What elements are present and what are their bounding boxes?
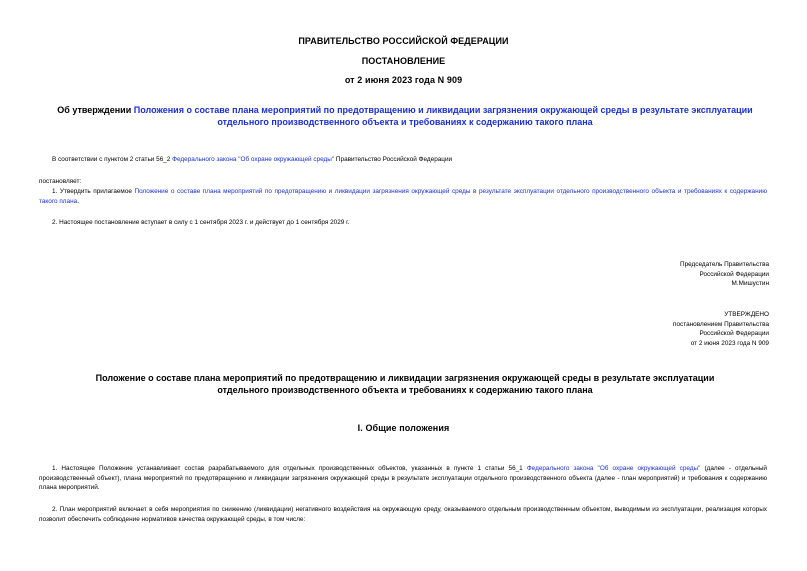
preamble-paragraph bbox=[52, 155, 772, 165]
approval-heading: УТВЕРЖДЕНО bbox=[724, 311, 769, 318]
regulation-title: Положение о составе плана мероприятий по предотвращению и ликвидации загрязнения окружающей среды в результате эксплуатации отдельного производственного объекта и требованиях к содержанию такого плана bbox=[95, 373, 715, 395]
regulation-link[interactable]: Положение о составе плана мероприятий по предотвращению и ликвидации загрязнения окружающей среды в результате эксплуатации отдельного производственного объекта и требованиях к содержанию такого плана bbox=[39, 188, 767, 205]
paragraph-2 bbox=[39, 505, 767, 524]
item-1-paragraph bbox=[39, 187, 767, 206]
regulation-title-link[interactable]: Положения о составе плана мероприятий по предотвращению и ликвидации загрязнения окружающей среды в результате эксплуатации отдельного производственного объекта и требованиях к содержанию такого плана bbox=[133, 105, 753, 127]
signature-position: Председатель Правительства bbox=[680, 261, 769, 268]
environmental-law-link[interactable]: Федерального закона "Об охране окружающей среды" bbox=[172, 156, 335, 163]
signature-country: Российской Федерации bbox=[699, 270, 769, 278]
document-type-heading: ПОСТАНОВЛЕНИЕ bbox=[361, 56, 446, 66]
paragraph-1-text-before: 1. Настоящее Положение устанавливает состав разрабатываемого для отдельных производственных объектов, указанных в пункте 1 статьи 56_1 bbox=[52, 465, 527, 472]
decree-title-prefix: Об утверждении bbox=[57, 105, 134, 115]
paragraph-1-text-after: (далее - отдельный производственный объект), плана мероприятий по предотвращению и ликвидации загрязнения окружающей среды в результате эксплуатации отдельного производственного объекта (далее - план мероприятий) и требования к содержанию плана мероприятий. bbox=[39, 465, 767, 492]
environmental-law-link-2[interactable]: Федерального закона "Об охране окружающей среды" bbox=[526, 465, 701, 472]
preamble-text-after: Правительство Российской Федерации bbox=[334, 156, 453, 163]
decrees-label: постановляет: bbox=[39, 178, 82, 185]
approval-date: от 2 июня 2023 года N 909 bbox=[690, 339, 769, 347]
paragraph-1 bbox=[39, 464, 767, 493]
preamble-text-before: В соответствии с пунктом 2 статьи 56_2 bbox=[52, 156, 173, 163]
item-1-text-after: . bbox=[77, 197, 79, 205]
item-1-text-before: 1. Утвердить прилагаемое bbox=[52, 188, 135, 195]
document-date: от 2 июня 2023 года N 909 bbox=[344, 75, 463, 85]
approval-country: Российской Федерации bbox=[699, 330, 769, 338]
section-1-title: I. Общие положения bbox=[357, 423, 450, 433]
signature-block bbox=[500, 260, 769, 289]
approval-block bbox=[500, 310, 769, 348]
paragraph-2-text: 2. План мероприятий включает в себя мероприятия по снижению (ликвидации) негативного воздействия на окружающую среду, оказываемого отдельным производственным объектом, выводимым из эксплуатации, реализация которых позволит обеспечить соблюдение нормативов качества окружающей среды, в том числе: bbox=[39, 506, 767, 523]
signature-name: М.Мишустин bbox=[731, 280, 769, 288]
item-2-paragraph: 2. Настоящее постановление вступает в силу с 1 сентября 2023 г. и действует до 1 сентября 2029 г. bbox=[52, 219, 350, 226]
decree-title bbox=[55, 104, 755, 128]
approval-by: постановлением Правительства bbox=[673, 320, 769, 328]
government-heading: ПРАВИТЕЛЬСТВО РОССИЙСКОЙ ФЕДЕРАЦИИ bbox=[298, 36, 509, 46]
